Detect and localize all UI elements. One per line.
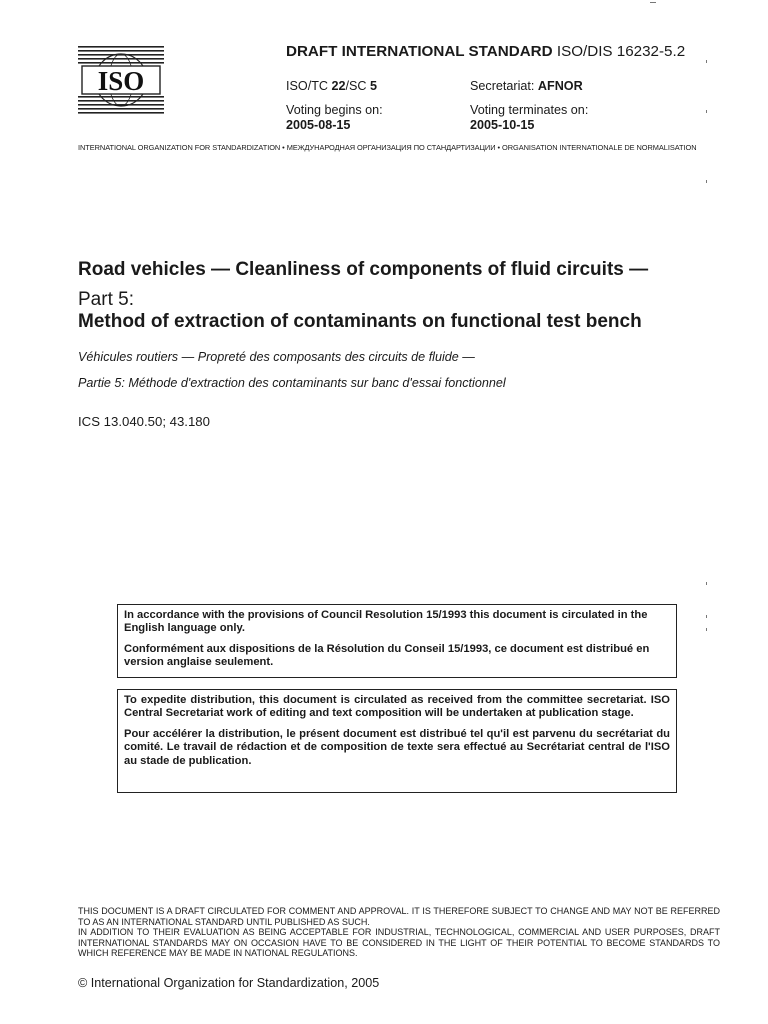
iso-logo-graphic [78, 44, 164, 116]
english-title-part: Part 5: [78, 289, 134, 310]
scan-speck [706, 628, 707, 631]
copyright-notice: © International Organization for Standardization, 2005 [78, 976, 380, 990]
committee-separator: /SC [345, 79, 370, 93]
french-title-line1: Véhicules routiers — Propreté des composants des circuits de fluide — [78, 350, 475, 364]
disclaimer-paragraph-1: THIS DOCUMENT IS A DRAFT CIRCULATED FOR COMMENT AND APPROVAL. IT IS THEREFORE SUBJECT TO CHANGE AND MAY NOT BE REFERRED TO AS AN INTERNATIONAL STANDARD UNTIL PUBLISHED AS SUCH. [78, 906, 720, 927]
document-type-title [286, 43, 685, 60]
voting-terminates-date: 2005-10-15 [470, 118, 535, 132]
secretariat-value: AFNOR [537, 79, 583, 93]
draft-disclaimer [78, 906, 720, 959]
language-notice-fr: Conformément aux dispositions de la Résolution du Conseil 15/1993, ce document est distribué en version anglaise seulement. [124, 642, 650, 669]
english-title-line2: Method of extraction of contaminants on functional test bench [78, 311, 642, 332]
doc-number: ISO/DIS 16232-5.2 [556, 43, 686, 60]
iso-logo-text: ISO [97, 66, 145, 96]
distribution-notice-box [117, 689, 677, 793]
committee-tc: 22 [331, 79, 346, 93]
scan-speck [706, 60, 707, 63]
iso-logo [78, 44, 164, 116]
language-notice-box [117, 604, 677, 678]
secretariat [470, 79, 583, 93]
voting-terminates-label: Voting terminates on: [470, 103, 589, 117]
committee-reference [286, 79, 377, 93]
committee-prefix: ISO/TC [286, 79, 332, 93]
doc-type-label: DRAFT INTERNATIONAL STANDARD [286, 43, 553, 60]
ics-classification: ICS 13.040.50; 43.180 [78, 414, 210, 429]
committee-sc: 5 [370, 79, 378, 93]
organization-line: INTERNATIONAL ORGANIZATION FOR STANDARDIZATION • МЕЖДУНАРОДНАЯ ОРГАНИЗАЦИЯ ПО СТАНДАРТИЗАЦИИ • ORGANISATION INTERNATIONALE DE NORMALISATION [78, 143, 697, 152]
distribution-notice-en: To expedite distribution, this document is circulated as received from the committee secretariat. ISO Central Secretariat work of editing and text composition will be undertaken at publication stage. [124, 694, 670, 720]
english-title-line1: Road vehicles — Cleanliness of components of fluid circuits — [78, 259, 649, 280]
scan-speck [706, 582, 707, 585]
distribution-notice-fr: Pour accélérer la distribution, le présent document est distribué tel qu'il est parvenu du secrétariat du comité. Le travail de rédaction et de composition de texte sera effectué au Secrétariat central de l'ISO au stade de publication. [124, 727, 670, 767]
voting-begins-date: 2005-08-15 [286, 118, 351, 132]
language-notice-en: In accordance with the provisions of Council Resolution 15/1993 this document is circulated in the English language only. [124, 609, 648, 635]
french-title-line2: Partie 5: Méthode d'extraction des contaminants sur banc d'essai fonctionnel [78, 376, 506, 390]
secretariat-label: Secretariat: [470, 79, 538, 93]
scan-speck [650, 2, 656, 3]
disclaimer-paragraph-2: IN ADDITION TO THEIR EVALUATION AS BEING ACCEPTABLE FOR INDUSTRIAL, TECHNOLOGICAL, COMMERCIAL AND USER PURPOSES, DRAFT INTERNATIONAL STANDARDS MAY ON OCCASION HAVE TO BE CONSIDERED IN THE LIGHT OF THEIR POTENTIAL TO BECOME STANDARDS TO WHICH REFERENCE MAY BE MADE IN NATIONAL REGULATIONS. [78, 927, 720, 959]
scan-speck [706, 180, 707, 183]
voting-begins-label: Voting begins on: [286, 103, 383, 117]
scan-speck [706, 110, 707, 113]
scan-speck [706, 615, 707, 618]
